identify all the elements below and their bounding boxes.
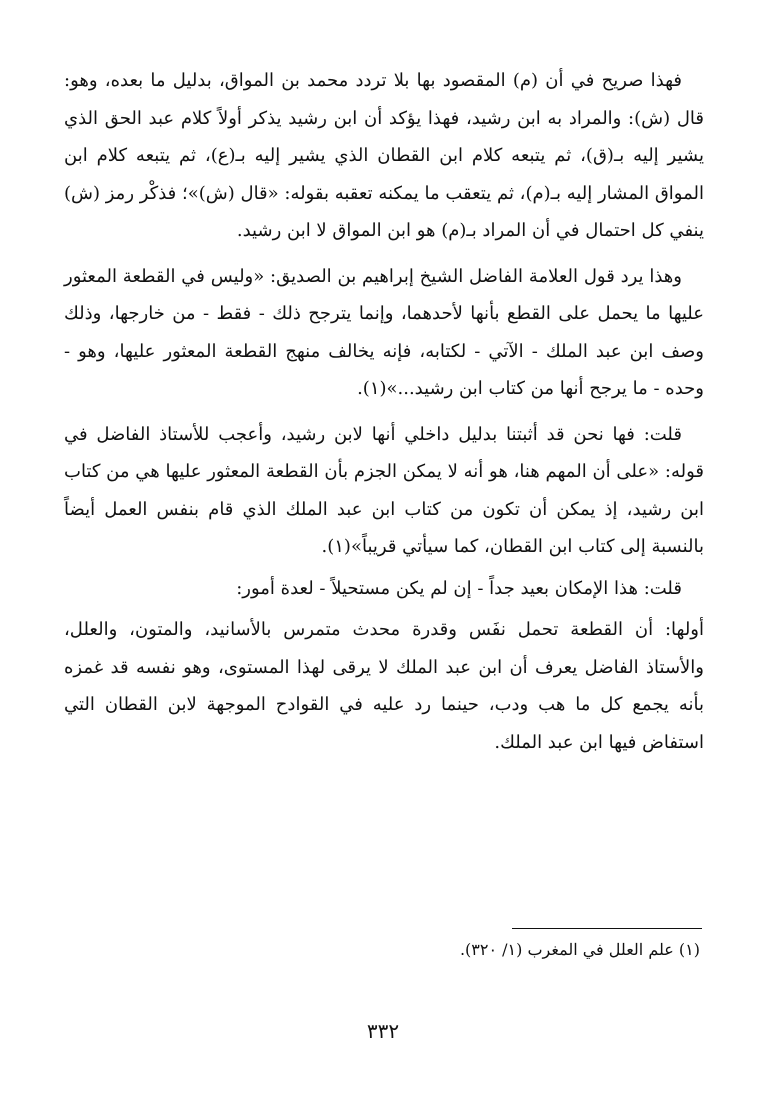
page-number: ٣٣٢ (366, 1019, 400, 1043)
footnote: (١) علم العلل في المغرب (١/ ٣٢٠). (459, 940, 700, 959)
page-body (64, 62, 704, 761)
footnote-divider (512, 928, 702, 929)
paragraph-1: فهذا صريح في أن (م) المقصود بها بلا تردد محمد بن المواق، بدليل ما بعده، وهو: قال (ش): والمراد به ابن رشيد، فهذا يؤكد أن ابن رشيد يذكر أولاً كلام عبد الحق الذي يشير إليه بـ(ق)، ثم يتبعه كلام ابن القطان الذي يشير إليه بـ(ع)، ثم يتبعه كلام ابن المواق المشار إليه بـ(م)، ثم يتعقب ما يمكنه تعقبه بقوله: «قال (ش)»؛ فذكْر رمز (ش) ينفي كل احتمال في أن المراد بـ(م) هو ابن المواق لا ابن رشيد. (64, 70, 704, 241)
paragraph-4: قلت: هذا الإمكان بعيد جداً - إن لم يكن مستحيلاً - لعدة أمور: (236, 577, 682, 599)
paragraph-2: وهذا يرد قول العلامة الفاضل الشيخ إبراهيم بن الصديق: «وليس في القطعة المعثور عليها ما يحمل على القطع بأنها لأحدهما، وإنما يترجح ذلك - فقط - من خارجها، وذلك وصف ابن عبد الملك - الآتي - لكتابه، فإنه يخالف منهج القطعة المعثور عليها، وهو - وحده - ما يرجح أنها من كتاب ابن رشيد...»(١). (64, 265, 704, 399)
paragraph-5: أولها: أن القطعة تحمل نفَس وقدرة محدث متمرس بالأسانيد، والمتون، والعلل، والأستاذ الفاضل يعرف أن ابن عبد الملك لا يرقى لهذا المستوى، وهو نفسه قد غمزه بأنه يجمع كل ما هب ودب، حينما رد عليه في القوادح الموجهة لابن القطان التي استفاض فيها ابن عبد الملك. (64, 619, 704, 753)
paragraph-3: قلت: فها نحن قد أثبتنا بدليل داخلي أنها لابن رشيد، وأعجب للأستاذ الفاضل في قوله: «على أن المهم هنا، هو أنه لا يمكن الجزم بأن القطعة المعثور عليها هي من كتاب ابن رشيد، إذ يمكن أن تكون من كتاب ابن عبد الملك الذي قام بنفس العمل أيضاً بالنسبة إلى كتاب ابن القطان، كما سيأتي قريباً»(١). (64, 423, 704, 557)
